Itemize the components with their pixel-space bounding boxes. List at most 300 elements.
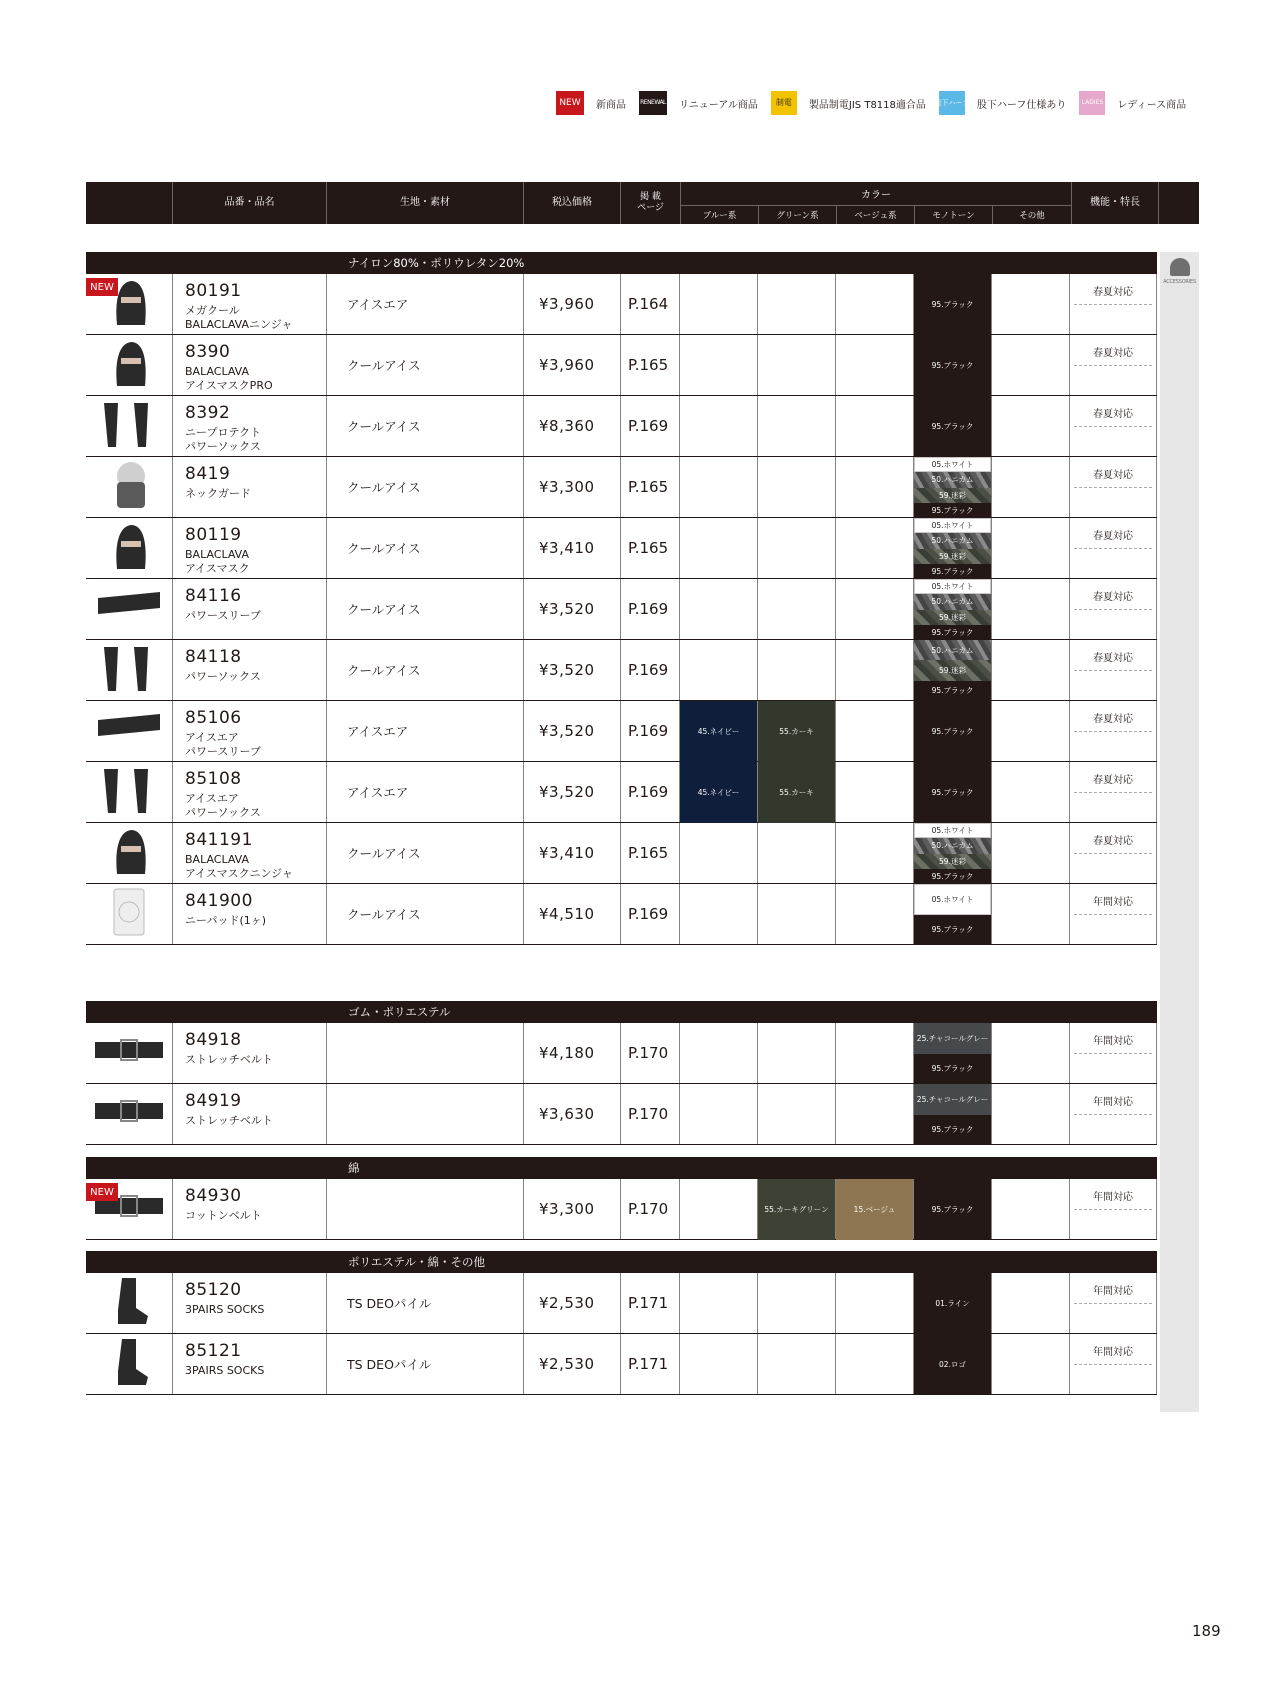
product-name-cell <box>173 701 327 761</box>
feature-cell <box>1070 1334 1157 1394</box>
color-swatch: 55.カーキ <box>758 762 835 823</box>
product-image <box>86 1023 173 1083</box>
color-cell-green <box>758 884 836 944</box>
color-cell-blue <box>680 1334 758 1394</box>
color-cell-beige <box>836 579 914 639</box>
color-cell-green <box>758 1334 836 1394</box>
product-name: BALACLAVA アイスマスクニンジャ <box>185 853 293 881</box>
color-cell-blue <box>680 457 758 517</box>
color-swatch: 25.チャコールグレー <box>914 1084 991 1115</box>
feature-cell <box>1070 274 1157 334</box>
feature-cell <box>1070 884 1157 944</box>
catalog-page: P.165 <box>621 457 680 517</box>
color-cell-green <box>758 579 836 639</box>
divider <box>1074 670 1152 671</box>
color-cell-other <box>992 335 1070 395</box>
table-header <box>86 182 1199 224</box>
price: ¥4,510 <box>524 884 621 944</box>
color-cell-other <box>992 884 1070 944</box>
product-name: ストレッチベルト <box>185 1114 273 1127</box>
color-swatch: 01.ライン <box>914 1273 991 1334</box>
color-cell-beige <box>836 823 914 883</box>
color-cell-beige <box>836 457 914 517</box>
product-name-cell <box>173 1273 327 1333</box>
table-row <box>86 884 1157 945</box>
color-cell-green <box>758 396 836 456</box>
color-swatch: 45.ネイビー <box>680 762 757 823</box>
color-cell-other <box>992 1023 1070 1083</box>
color-cell-mono <box>914 335 992 395</box>
price: ¥3,410 <box>524 518 621 578</box>
legend-label: リニューアル商品 <box>679 99 758 111</box>
legend-item-ladies <box>1079 91 1186 115</box>
price: ¥3,630 <box>524 1084 621 1144</box>
divider <box>1074 853 1152 854</box>
product-image <box>86 518 173 578</box>
product-code: 85121 <box>185 1341 242 1361</box>
color-cell-other <box>992 396 1070 456</box>
color-swatch: 50.ハニカム <box>914 640 991 660</box>
color-cell-other <box>992 1334 1070 1394</box>
legend-badge-static: 制電 <box>771 91 797 115</box>
cap-icon <box>1170 258 1190 276</box>
feature-label: 年間対応 <box>1093 1286 1133 1297</box>
color-cell-beige <box>836 1273 914 1333</box>
feature-label: 春夏対応 <box>1093 470 1133 481</box>
leg-sleeve-icon <box>96 397 162 455</box>
material: クールアイス <box>327 823 524 883</box>
price: ¥3,520 <box>524 762 621 822</box>
color-cell-blue <box>680 762 758 822</box>
table-row <box>86 1179 1157 1240</box>
color-cell-mono <box>914 1273 992 1333</box>
feature-cell <box>1070 518 1157 578</box>
product-code: 8390 <box>185 342 231 362</box>
product-code: 84118 <box>185 647 242 667</box>
product-name: コットンベルト <box>185 1209 262 1222</box>
divider <box>1074 1364 1152 1365</box>
color-swatch: 95.ブラック <box>914 1179 991 1240</box>
legend-label: 新商品 <box>596 99 626 111</box>
legend-label: レディース商品 <box>1117 99 1187 111</box>
catalog-page: P.171 <box>621 1334 680 1394</box>
color-cell-other <box>992 457 1070 517</box>
catalog-page: P.165 <box>621 518 680 578</box>
product-name-cell <box>173 518 327 578</box>
product-name: 3PAIRS SOCKS <box>185 1303 265 1316</box>
color-swatch: 15.ベージュ <box>836 1179 913 1240</box>
divider <box>1074 548 1152 549</box>
feature-cell <box>1070 1179 1157 1239</box>
color-swatch: 95.ブラック <box>914 274 991 335</box>
color-cell-beige <box>836 701 914 761</box>
material: クールアイス <box>327 457 524 517</box>
balaclava-icon <box>99 519 159 577</box>
material: クールアイス <box>327 518 524 578</box>
color-swatch: 59.迷彩 <box>914 549 991 564</box>
color-swatch: 50.ハニカム <box>914 594 991 609</box>
color-swatch: 25.チャコールグレー <box>914 1023 991 1054</box>
color-cell-other <box>992 762 1070 822</box>
color-cell-other <box>992 518 1070 578</box>
price: ¥3,300 <box>524 1179 621 1239</box>
color-cell-beige <box>836 1179 914 1239</box>
color-cell-other <box>992 640 1070 700</box>
divider <box>1074 792 1152 793</box>
material: クールアイス <box>327 335 524 395</box>
price: ¥2,530 <box>524 1273 621 1333</box>
color-swatch: 59.迷彩 <box>914 854 991 869</box>
product-code: 80191 <box>185 281 242 301</box>
color-cell-blue <box>680 396 758 456</box>
catalog-page: P.171 <box>621 1273 680 1333</box>
catalog-page: P.169 <box>621 701 680 761</box>
color-swatch: 55.カーキグリーン <box>758 1179 835 1240</box>
material: TS DEOパイル <box>327 1273 524 1333</box>
color-cell-blue <box>680 1179 758 1239</box>
feature-cell <box>1070 335 1157 395</box>
catalog-page: P.169 <box>621 579 680 639</box>
catalog-page: P.169 <box>621 884 680 944</box>
price: ¥2,530 <box>524 1334 621 1394</box>
color-swatch: 05.ホワイト <box>914 884 991 915</box>
catalog-page: P.170 <box>621 1179 680 1239</box>
table-row <box>86 1273 1157 1334</box>
color-cell-blue <box>680 823 758 883</box>
legend <box>556 91 1199 115</box>
sock-icon <box>104 1274 154 1332</box>
color-swatch: 95.ブラック <box>914 396 991 457</box>
catalog-page: P.169 <box>621 396 680 456</box>
color-cell-other <box>992 1273 1070 1333</box>
color-cell-beige <box>836 1334 914 1394</box>
material <box>327 1179 524 1239</box>
price: ¥3,520 <box>524 640 621 700</box>
color-cell-beige <box>836 640 914 700</box>
product-name: ニーパッド(1ヶ) <box>185 914 267 927</box>
price: ¥3,960 <box>524 274 621 334</box>
feature-label: 春夏対応 <box>1093 775 1133 786</box>
feature-cell <box>1070 1084 1157 1144</box>
color-cell-beige <box>836 396 914 456</box>
product-code: 84930 <box>185 1186 242 1206</box>
product-name-cell <box>173 640 327 700</box>
color-cell-mono <box>914 1334 992 1394</box>
table-row <box>86 1084 1157 1145</box>
color-cell-mono <box>914 823 992 883</box>
color-swatch: 95.ブラック <box>914 503 991 518</box>
divider <box>1074 731 1152 732</box>
product-code: 80119 <box>185 525 242 545</box>
header-side <box>1159 182 1199 224</box>
header-color-mono: モノトーン <box>915 205 993 224</box>
color-cell-blue <box>680 335 758 395</box>
product-name-cell <box>173 884 327 944</box>
product-code: 85120 <box>185 1280 242 1300</box>
product-name: パワースリーブ <box>185 609 261 622</box>
divider <box>1074 1114 1152 1115</box>
header-image <box>86 182 173 224</box>
sock-icon <box>104 1335 154 1393</box>
color-cell-green <box>758 1084 836 1144</box>
table-row <box>86 1023 1157 1084</box>
legend-item-half <box>934 91 1067 115</box>
product-name: ネックガード <box>185 487 251 500</box>
material: クールアイス <box>327 884 524 944</box>
legend-badge-new: NEW <box>556 91 584 115</box>
table-row <box>86 640 1157 701</box>
product-image <box>86 640 173 700</box>
color-cell-mono <box>914 762 992 822</box>
catalog-page: P.165 <box>621 335 680 395</box>
color-cell-green <box>758 1179 836 1239</box>
product-code: 84116 <box>185 586 242 606</box>
section-title: ポリエステル・綿・その他 <box>348 1255 485 1269</box>
product-name: 3PAIRS SOCKS <box>185 1364 265 1377</box>
product-image <box>86 701 173 761</box>
legend-badge-half: 股下ハーフ <box>939 91 965 115</box>
color-cell-blue <box>680 640 758 700</box>
color-cell-green <box>758 518 836 578</box>
price: ¥3,960 <box>524 335 621 395</box>
product-code: 8419 <box>185 464 231 484</box>
arm-sleeve-icon <box>94 580 164 638</box>
material: アイスエア <box>327 274 524 334</box>
material: クールアイス <box>327 396 524 456</box>
product-name-cell <box>173 762 327 822</box>
product-image <box>86 1334 173 1394</box>
color-cell-other <box>992 1179 1070 1239</box>
divider <box>1074 426 1152 427</box>
color-cell-beige <box>836 518 914 578</box>
section-title: 綿 <box>348 1161 360 1175</box>
color-cell-beige <box>836 1084 914 1144</box>
color-swatch: 95.ブラック <box>914 564 991 579</box>
feature-label: 春夏対応 <box>1093 531 1133 542</box>
material: アイスエア <box>327 701 524 761</box>
color-swatch: 45.ネイビー <box>680 701 757 762</box>
product-name: BALACLAVA アイスマスクPRO <box>185 365 273 393</box>
color-cell-other <box>992 701 1070 761</box>
color-swatch: 95.ブラック <box>914 681 991 701</box>
feature-cell <box>1070 1273 1157 1333</box>
color-swatch: 95.ブラック <box>914 762 991 823</box>
color-cell-blue <box>680 1084 758 1144</box>
legend-item-renewal <box>639 91 758 115</box>
legend-item-new <box>556 91 626 115</box>
table-row <box>86 579 1157 640</box>
header-color-other: その他 <box>993 205 1072 224</box>
belt-icon <box>91 1024 167 1082</box>
header-feature: 機能・特長 <box>1072 182 1159 224</box>
color-swatch: 05.ホワイト <box>914 823 991 838</box>
catalog-page: P.170 <box>621 1023 680 1083</box>
product-code: 8392 <box>185 403 231 423</box>
table-row <box>86 274 1157 335</box>
color-swatch: 50.ハニカム <box>914 472 991 487</box>
color-cell-beige <box>836 1023 914 1083</box>
color-cell-beige <box>836 884 914 944</box>
color-swatch: 55.カーキ <box>758 701 835 762</box>
color-swatch: 59.迷彩 <box>914 488 991 503</box>
feature-label: 年間対応 <box>1093 897 1133 908</box>
arm-sleeve-icon <box>94 702 164 760</box>
balaclava-icon <box>99 824 159 882</box>
color-cell-mono <box>914 1179 992 1239</box>
color-cell-mono <box>914 396 992 456</box>
header-color-green: グリーン系 <box>759 205 837 224</box>
knee-pad-icon <box>104 885 154 943</box>
new-badge: NEW <box>86 1183 118 1201</box>
side-tab-label: ACCESSORIES <box>1163 279 1196 285</box>
table-row <box>86 518 1157 579</box>
color-cell-beige <box>836 274 914 334</box>
feature-label: 年間対応 <box>1093 1347 1133 1358</box>
header-product: 品番・品名 <box>173 182 327 224</box>
color-swatch: 95.ブラック <box>914 625 991 640</box>
product-code: 841191 <box>185 830 253 850</box>
color-swatch: 05.ホワイト <box>914 579 991 594</box>
product-name-cell <box>173 457 327 517</box>
color-cell-green <box>758 762 836 822</box>
catalog-page: P.165 <box>621 823 680 883</box>
product-image <box>86 396 173 456</box>
feature-label: 春夏対応 <box>1093 348 1133 359</box>
product-code: 84919 <box>185 1091 242 1111</box>
color-swatch: 50.ハニカム <box>914 838 991 853</box>
feature-cell <box>1070 762 1157 822</box>
legend-badge-renewal: RENEWAL <box>639 91 667 115</box>
color-cell-blue <box>680 1023 758 1083</box>
feature-cell <box>1070 701 1157 761</box>
color-cell-green <box>758 274 836 334</box>
price: ¥3,300 <box>524 457 621 517</box>
section-header <box>86 1157 1157 1179</box>
divider <box>1074 304 1152 305</box>
table-row <box>86 457 1157 518</box>
product-name-cell <box>173 579 327 639</box>
balaclava-icon <box>99 336 159 394</box>
product-image <box>86 1084 173 1144</box>
table-row <box>86 762 1157 823</box>
table-row <box>86 1334 1157 1395</box>
material: TS DEOパイル <box>327 1334 524 1394</box>
header-color-beige: ベージュ系 <box>837 205 915 224</box>
color-swatch: 59.迷彩 <box>914 660 991 680</box>
material: アイスエア <box>327 762 524 822</box>
product-name: ニープロテクト パワーソックス <box>185 426 262 454</box>
side-tab <box>1160 252 1199 1412</box>
product-name: ストレッチベルト <box>185 1053 273 1066</box>
product-name: アイスエア パワースリーブ <box>185 731 261 759</box>
color-cell-beige <box>836 335 914 395</box>
product-name: BALACLAVA アイスマスク <box>185 548 250 576</box>
color-swatch: 95.ブラック <box>914 915 991 946</box>
color-cell-other <box>992 579 1070 639</box>
color-cell-green <box>758 823 836 883</box>
product-code: 841900 <box>185 891 253 911</box>
header-color-blue: ブルー系 <box>681 205 759 224</box>
product-image <box>86 823 173 883</box>
color-cell-mono <box>914 701 992 761</box>
feature-label: 春夏対応 <box>1093 714 1133 725</box>
product-image <box>86 335 173 395</box>
new-badge: NEW <box>86 278 118 296</box>
feature-cell <box>1070 457 1157 517</box>
color-cell-mono <box>914 518 992 578</box>
price: ¥4,180 <box>524 1023 621 1083</box>
product-name: メガクール BALACLAVAニンジャ <box>185 304 293 332</box>
color-cell-mono <box>914 274 992 334</box>
feature-cell <box>1070 640 1157 700</box>
section-header <box>86 252 1157 274</box>
color-cell-mono <box>914 457 992 517</box>
color-cell-other <box>992 1084 1070 1144</box>
color-cell-green <box>758 1273 836 1333</box>
color-swatch: 50.ハニカム <box>914 533 991 548</box>
product-name-cell <box>173 335 327 395</box>
header-page: 掲 載 ページ <box>621 182 681 224</box>
product-image <box>86 1179 173 1239</box>
page-number: 189 <box>1192 1622 1221 1640</box>
color-cell-other <box>992 823 1070 883</box>
product-name-cell <box>173 1023 327 1083</box>
color-cell-blue <box>680 1273 758 1333</box>
price: ¥3,520 <box>524 579 621 639</box>
section-header <box>86 1001 1157 1023</box>
color-swatch: 59.迷彩 <box>914 610 991 625</box>
product-image <box>86 762 173 822</box>
product-image <box>86 1273 173 1333</box>
legend-badge-ladies: LADIES <box>1079 91 1105 115</box>
color-cell-blue <box>680 884 758 944</box>
price: ¥3,410 <box>524 823 621 883</box>
legend-item-static <box>771 91 926 115</box>
color-cell-green <box>758 457 836 517</box>
material: クールアイス <box>327 640 524 700</box>
price: ¥8,360 <box>524 396 621 456</box>
catalog-page: P.169 <box>621 762 680 822</box>
table-row <box>86 701 1157 762</box>
header-material: 生地・素材 <box>327 182 524 224</box>
product-image <box>86 884 173 944</box>
color-cell-beige <box>836 762 914 822</box>
feature-label: 年間対応 <box>1093 1097 1133 1108</box>
divider <box>1074 609 1152 610</box>
product-name-cell <box>173 1084 327 1144</box>
header-color: カラー <box>681 182 1072 205</box>
feature-cell <box>1070 823 1157 883</box>
color-cell-blue <box>680 518 758 578</box>
material: クールアイス <box>327 579 524 639</box>
color-cell-green <box>758 701 836 761</box>
table-row <box>86 335 1157 396</box>
product-name: パワーソックス <box>185 670 261 683</box>
product-image <box>86 274 173 334</box>
divider <box>1074 1303 1152 1304</box>
product-code: 84918 <box>185 1030 242 1050</box>
catalog-page: P.169 <box>621 640 680 700</box>
product-name-cell <box>173 396 327 456</box>
divider <box>1074 914 1152 915</box>
legend-label: 製品制電JIS T8118適合品 <box>808 99 926 111</box>
leg-sleeve-icon <box>96 641 162 699</box>
section-title: ナイロン80%・ポリウレタン20% <box>348 256 525 270</box>
feature-label: 春夏対応 <box>1093 287 1133 298</box>
color-swatch: 02.ロゴ <box>914 1334 991 1395</box>
product-name-cell <box>173 274 327 334</box>
color-cell-other <box>992 274 1070 334</box>
